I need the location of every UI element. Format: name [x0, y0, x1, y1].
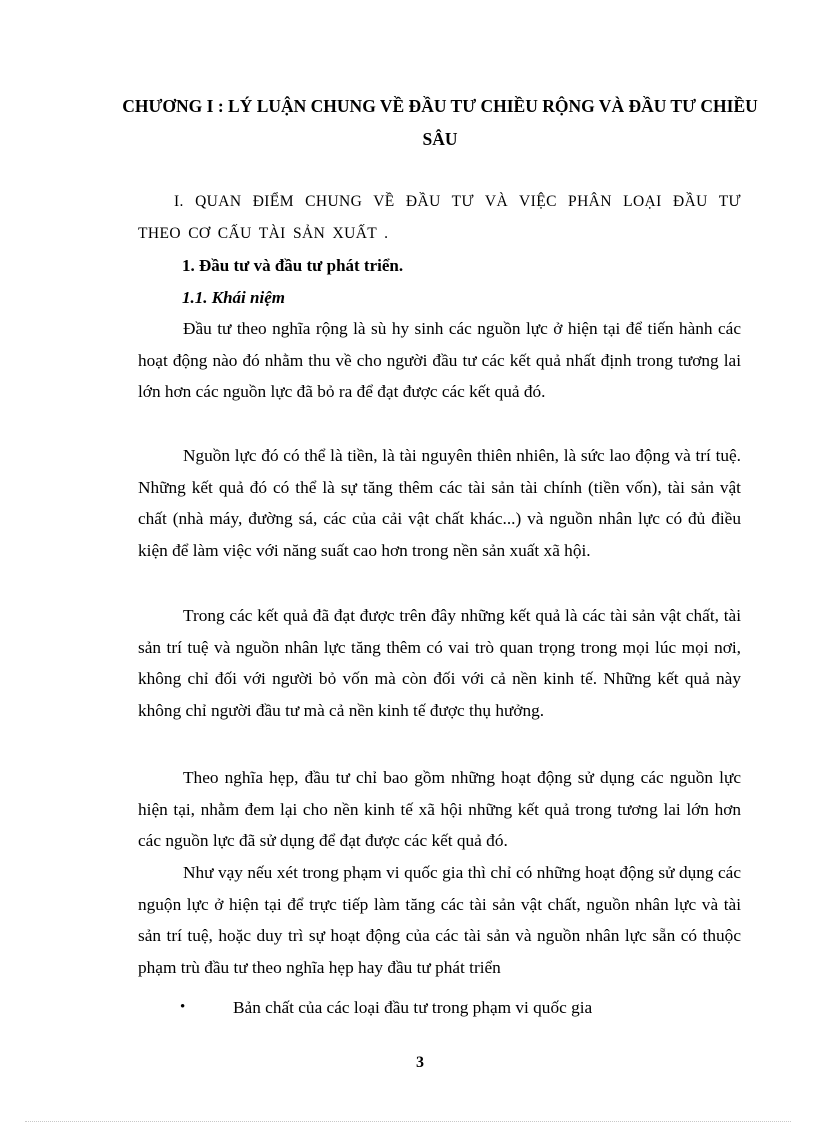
subsection-heading: 1. Đầu tư và đầu tư phát triển.	[182, 256, 404, 275]
paragraph-results: Trong các kết quả đã đạt được trên đây những kết quả là các tài sản vật chất, tài sản trí tuệ và nguồn nhân lực tăng thêm có vai trò quan trọng trong mọi lúc mọi nơi, không chỉ đối với người bỏ vốn mà còn đối với cả nền kinh tế. Những kết quả này không chỉ người đầu tư mà cả nền kinh tế được thụ hưởng.	[138, 606, 741, 720]
paragraph-definition-broad: Đầu tư theo nghĩa rộng là sù hy sinh các nguồn lực ở hiện tại để tiến hành các hoạt động nào đó nhằm thu về cho người đầu tư các kết quả nhất định trong tương lai lớn hơn các nguồn lực đã bỏ ra để đạt được các kết quả đó.	[138, 319, 741, 402]
bullet-icon: •	[180, 999, 186, 1015]
page-number: 3	[416, 1054, 424, 1071]
page-bottom-border	[25, 1121, 791, 1122]
paragraph-definition-narrow: Theo nghĩa hẹp, đầu tư chỉ bao gồm những hoạt động sử dụng các nguồn lực hiện tại, nhằm đem lại cho nền kinh tế xã hội những kết quả trong tương lai lớn hơn các nguồn lực đã sử dụng để đạt được các kết quả đó.	[138, 768, 741, 851]
subsubsection-heading: 1.1. Khái niệm	[182, 288, 285, 307]
paragraph-resources: Nguồn lực đó có thể là tiền, là tài nguyên thiên nhiên, là sức lao động và trí tuệ. Những kết quả đó có thể là sự tăng thêm các tài sản tài chính (tiền vốn), tài sản vật chất (nhà máy, đường sá, các của cải vật chất khác...) và nguồn nhân lực có đủ điều kiện để làm việc với năng suất cao hơn trong nền sản xuất xã hội.	[138, 446, 741, 560]
paragraph-national-scope: Như vạy nếu xét trong phạm vi quốc gia thì chỉ có những hoạt động sử dụng các nguộn lực ở hiện tại để trực tiếp làm tăng các tài sản vật chất, nguồn nhân lực và tài sản trí tuệ, hoặc duy trì sự hoạt động của các tài sản và nguồn nhân lực sẵn có thuộc phạm trù đầu tư theo nghĩa hẹp hay đầu tư phát triển	[138, 863, 741, 977]
section-heading: I. QUAN ĐIỂM CHUNG VỀ ĐẦU TƯ VÀ VIỆC PHÂN LOẠI ĐẦU TƯ THEO CƠ CẤU TÀI SẢN XUẤT .	[138, 193, 741, 242]
bullet-text: Bản chất của các loại đầu tư trong phạm vi quốc gia	[233, 998, 593, 1017]
chapter-title: CHƯƠNG I : LÝ LUẬN CHUNG VỀ ĐẦU TƯ CHIỀU RỘNG VÀ ĐẦU TƯ CHIỀU SÂU	[122, 96, 758, 149]
